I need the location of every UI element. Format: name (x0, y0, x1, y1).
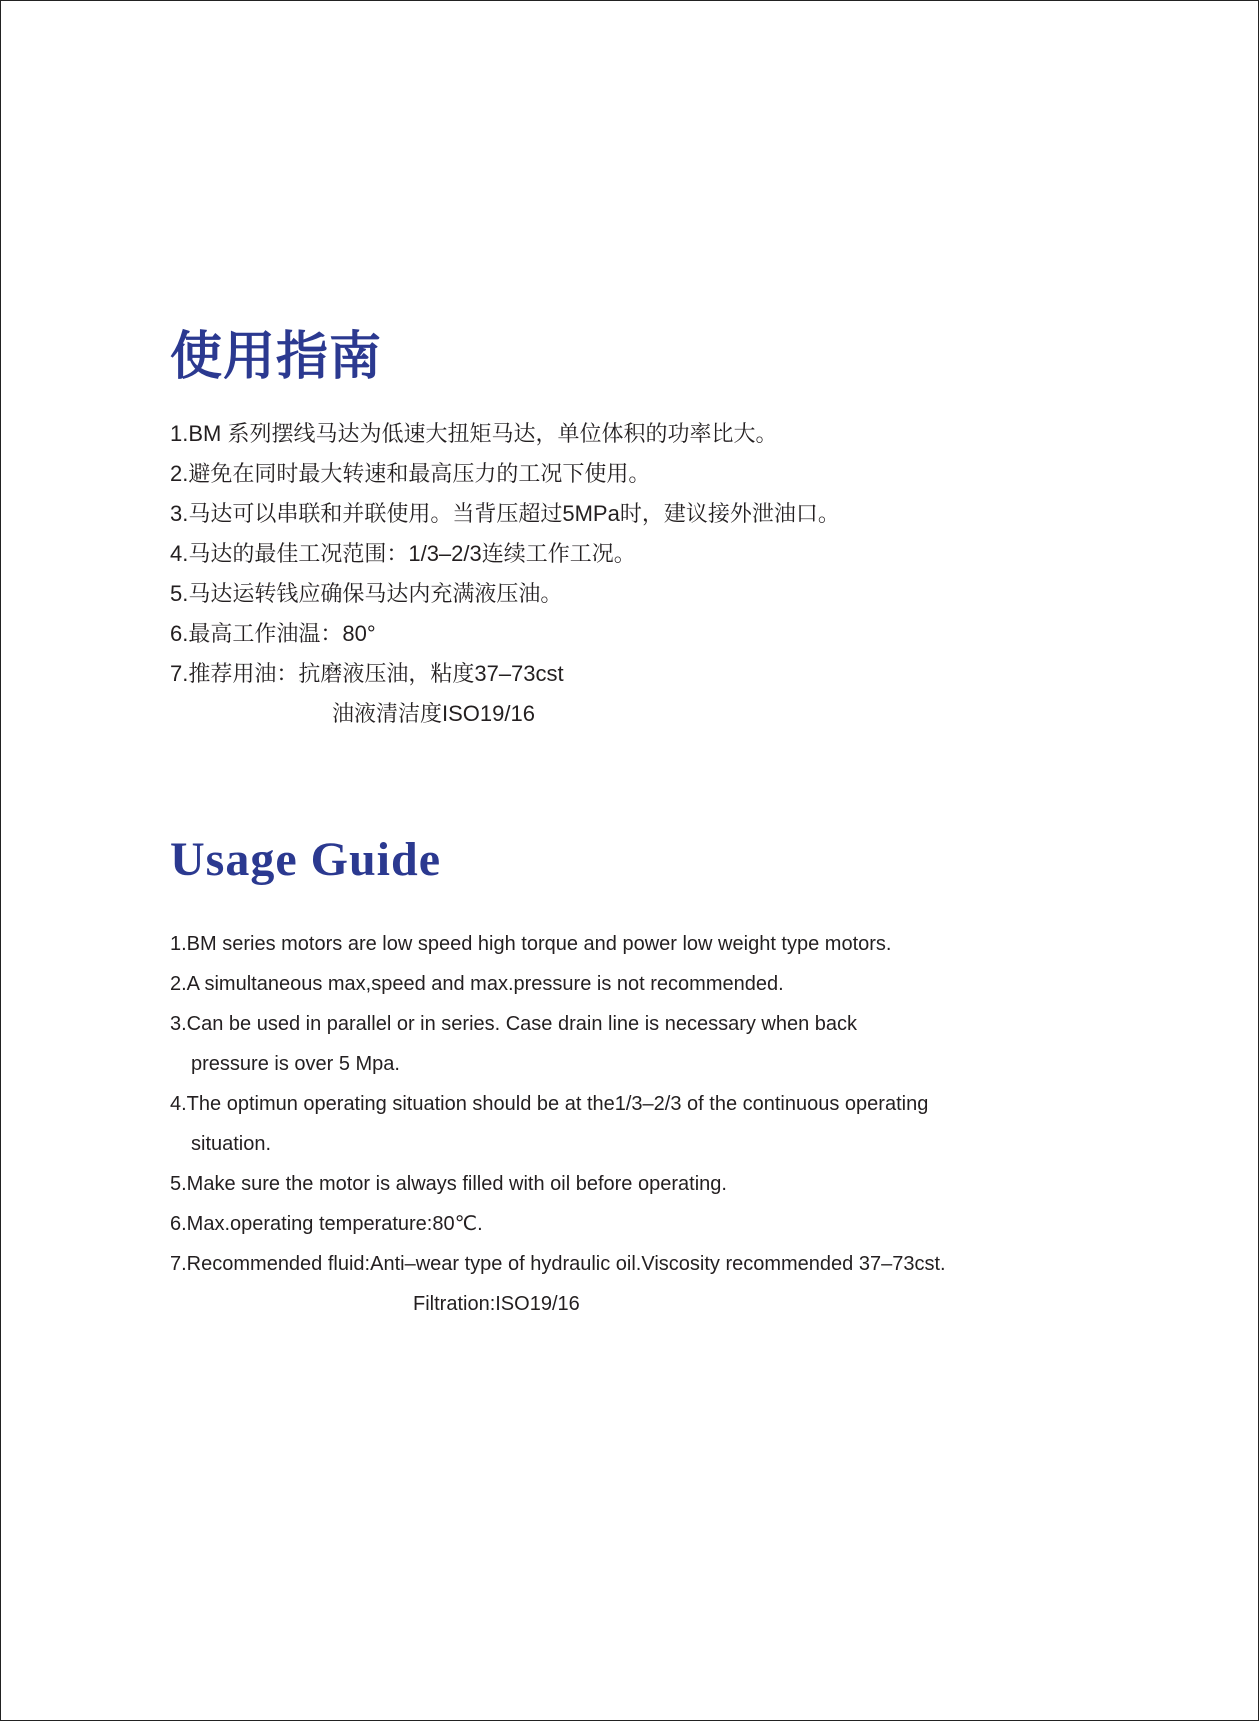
chinese-guide-item-1: 1.BM 系列摆线马达为低速大扭矩马达，单位体积的功率比大。 (170, 421, 778, 446)
english-guide-item-4-continued: situation. (191, 1133, 272, 1155)
chinese-guide-list (170, 414, 1199, 734)
english-guide-item-7-continued: Filtration:ISO19/16 (413, 1293, 580, 1315)
chinese-usage-section (170, 328, 1199, 734)
chinese-guide-item-3: 3.马达可以串联和并联使用。当背压超过5MPa时，建议接外泄油口。 (170, 501, 840, 526)
chinese-guide-item-2: 2.避免在同时最大转速和最高压力的工况下使用。 (170, 461, 651, 486)
english-guide-item-6: 6.Max.operating temperature:80℃. (170, 1213, 483, 1235)
chinese-guide-item-7-continued: 油液清洁度ISO19/16 (332, 701, 535, 726)
english-heading: Usage Guide (170, 833, 442, 886)
chinese-guide-item-4: 4.马达的最佳工况范围：1/3–2/3连续工作工况。 (170, 541, 636, 566)
chinese-guide-item-7: 7.推荐用油：抗磨液压油，粘度37–73cst (170, 661, 564, 686)
english-guide-item-7: 7.Recommended fluid:Anti–wear type of hydraulic oil.Viscosity recommended 37–73cst. (170, 1253, 946, 1275)
chinese-guide-item-6: 6.最高工作油温：80° (170, 621, 376, 646)
english-guide-item-4: 4.The optimun operating situation should be at the1/3–2/3 of the continuous operating (170, 1093, 929, 1115)
english-guide-item-3-continued: pressure is over 5 Mpa. (191, 1053, 400, 1075)
english-guide-item-1: 1.BM series motors are low speed high torque and power low weight type motors. (170, 933, 892, 955)
chinese-heading: 使用指南 (170, 326, 383, 387)
english-guide-item-5: 5.Make sure the motor is always filled with oil before operating. (170, 1173, 727, 1195)
english-guide-item-3: 3.Can be used in parallel or in series. Case drain line is necessary when back (170, 1013, 858, 1035)
english-usage-section (170, 832, 1199, 1324)
english-guide-list (170, 924, 1199, 1324)
english-guide-item-2: 2.A simultaneous max,speed and max.pressure is not recommended. (170, 973, 784, 995)
chinese-guide-item-5: 5.马达运转钱应确保马达内充满液压油。 (170, 581, 563, 606)
